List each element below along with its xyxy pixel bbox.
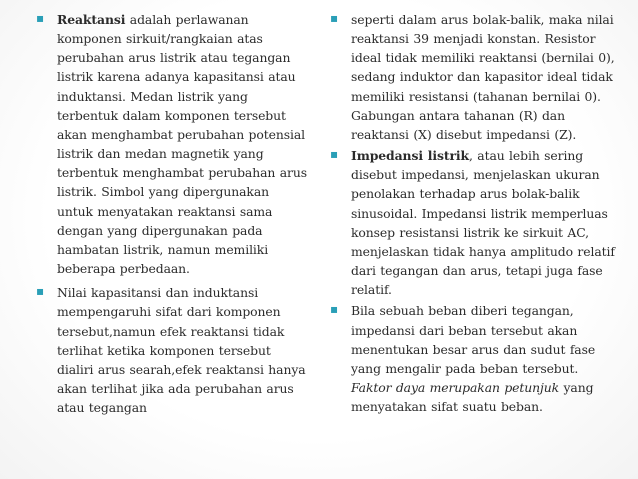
left-column bbox=[36, 9, 308, 419]
list-item-arus-bolak-balik bbox=[330, 9, 617, 143]
term-reaktansi: Reaktansi bbox=[57, 12, 126, 27]
square-bullet-icon: ▪ bbox=[330, 302, 339, 317]
list-item-nilai-kapasitansi bbox=[36, 282, 308, 416]
text-arus-bolak-balik: seperti dalam arus bolak-balik, maka nilai reaktansi 39 menjadi konstan. Resistor ideal tidak memiliki reaktansi (bernilai 0), sedang induktor dan kapasitor ideal tidak memiliki resistansi (tahanan bernilai 0). Gabungan antara tahanan (R) dan reaktansi (X) disebut impedansi (Z). bbox=[351, 12, 615, 142]
text-reaktansi: adalah perlawanan komponen sirkuit/rangkaian atas perubahan arus listrik atau tegangan listrik karena adanya kapasitansi atau induktansi. Medan listrik yang terbentuk dalam komponen tersebut akan menghambat perubahan potensial listrik dan medan magnetik yang terbentuk menghambat perubahan arus listrik. Simbol yang dipergunakan untuk menyatakan reaktansi sama dengan yang dipergunakan pada hambatan listrik, namun memiliki beberapa perbedaan. bbox=[57, 12, 307, 277]
text-impedansi: , atau lebih sering disebut impedansi, menjelaskan ukuran penolakan terhadap arus bolak-balik sinusoidal. Impedansi listrik memperluas konsep resistansi listrik ke sirkuit AC, menjelaskan tidak hanya amplitudo relatif dari tegangan dan arus, tetapi juga fase relatif. bbox=[351, 148, 615, 298]
square-bullet-icon: ▪ bbox=[36, 284, 45, 299]
term-impedansi: Impedansi listrik bbox=[351, 148, 469, 164]
list-item-impedansi bbox=[330, 145, 617, 298]
square-bullet-icon: ▪ bbox=[330, 147, 339, 162]
paragraph bbox=[351, 303, 595, 414]
text-beban-after: yang menyatakan sifat suatu beban. bbox=[351, 379, 594, 415]
paragraph bbox=[351, 148, 615, 297]
paragraph bbox=[57, 12, 307, 276]
text-beban-before: Bila sebuah beban diberi tegangan, impedansi dari beban tersebut akan menentukan besar arus dan sudut fase yang mengalir pada beban tersebut. bbox=[351, 303, 596, 376]
right-column bbox=[330, 9, 617, 415]
text-beban-italic: Faktor daya merupakan petunjuk bbox=[351, 379, 560, 395]
square-bullet-icon: ▪ bbox=[36, 11, 45, 25]
list-item-beban bbox=[330, 300, 617, 415]
text-nilai-kapasitansi: Nilai kapasitansi dan induktansi mempengaruhi sifat dari komponen tersebut,namun efek reaktansi tidak terlihat ketika komponen tersebut dialiri arus searah,efek reaktansi hanya akan terlihat jika ada perubahan arus atau tegangan bbox=[57, 285, 306, 416]
list-item-reaktansi bbox=[36, 9, 308, 277]
square-bullet-icon: ▪ bbox=[330, 11, 339, 25]
